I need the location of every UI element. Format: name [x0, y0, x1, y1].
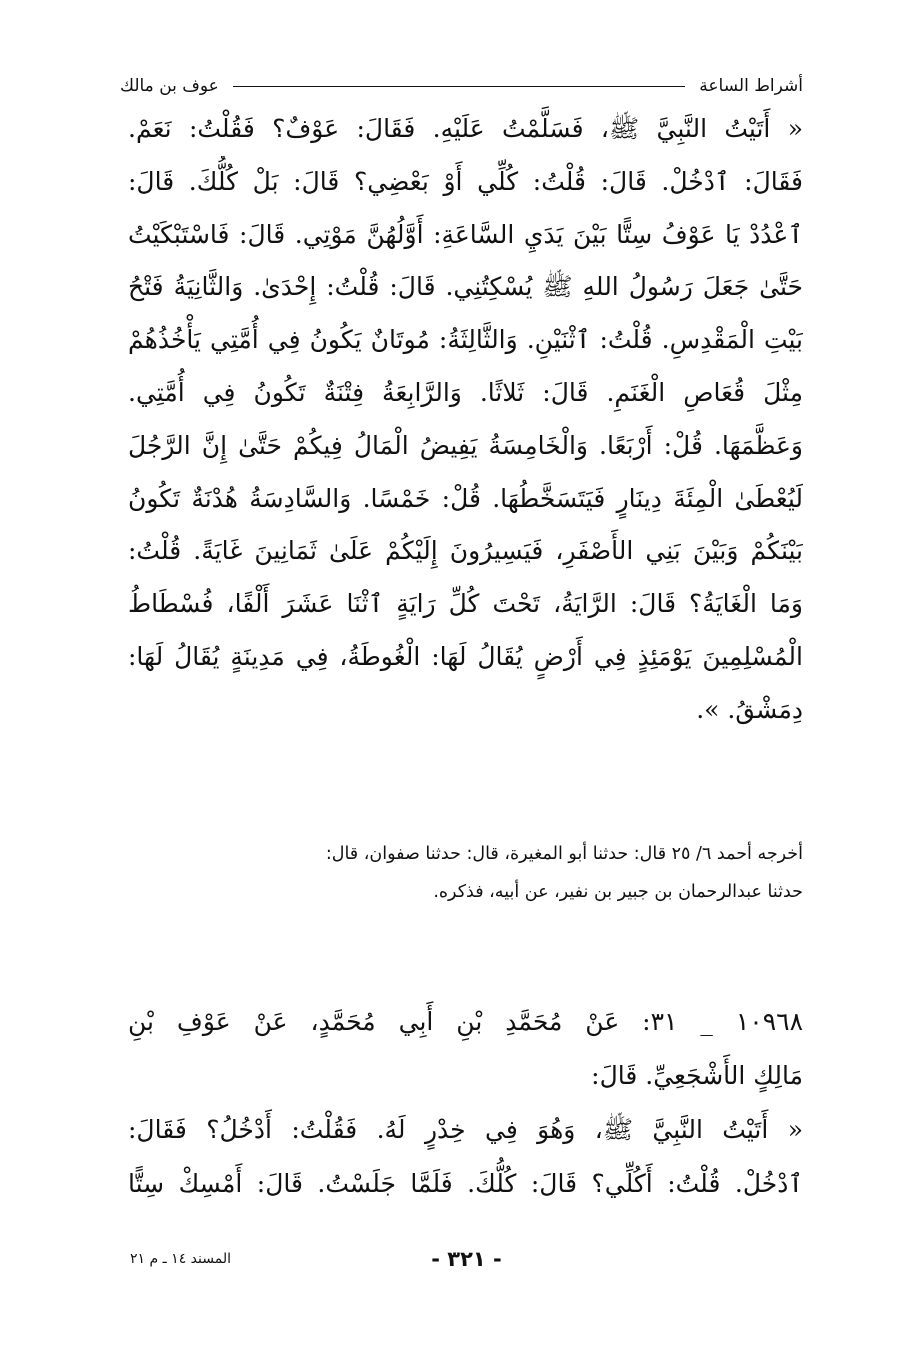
- text-line: مَالِكٍ الأَشْجَعِيِّ. قَالَ:: [591, 1061, 803, 1090]
- running-header: [120, 72, 803, 100]
- header-section-title: أشراط الساعة: [699, 76, 803, 96]
- text-line: وَعَظَّمَهَا. قُلْ: أَرْبَعًا. وَالْخَامِسَةُ يَفِيضُ الْمَالُ فِيكُمْ حَتَّىٰ إِنَّ الرَّجُلَ: [128, 430, 803, 460]
- footnote: [128, 835, 803, 911]
- hadith-number-line: ١٠٩٦٨ _ ٣١: عَنْ مُحَمَّدِ بْنِ أَبِي مُحَمَّدٍ، عَنْ عَوْفِ بْنِ: [128, 1007, 803, 1036]
- text-line: بَيْتِ الْمَقْدِسِ. قُلْتُ: ٱثْنَيْنِ. وَالثَّالِثَةُ: مُوتَانٌ يَكُونُ فِي أُمَّتِي يَأْخُذُهُمْ: [128, 325, 803, 355]
- text-line: الْمُسْلِمِينَ يَوْمَئِذٍ فِي أَرْضٍ يُقَالُ لَهَا: الْغُوطَةُ، فِي مَدِينَةٍ يُقَالُ لَهَا:: [128, 641, 803, 671]
- header-narrator-title: عوف بن مالك: [120, 76, 219, 96]
- footnote-line: أخرجه أحمد ٦/ ٢٥ قال: حدثنا أبو المغيرة، قال: حدثنا صفوان، قال:: [325, 844, 803, 864]
- header-rule: [233, 86, 685, 87]
- footnote-line: حدثنا عبدالرحمان بن جبير بن نفير، عن أبيه، فذكره.: [433, 882, 803, 902]
- text-line: مِثْلَ قُعَاصِ الْغَنَمِ. قَالَ: ثَلاثًا. وَالرَّابِعَةُ فِتْنَةٌ تَكُونُ فِي أُمَّتِي.: [128, 377, 803, 407]
- text-line: دِمَشْقُ. ».: [696, 694, 803, 724]
- text-line: فَقَالَ: ٱدْخُلْ. قَالَ: قُلْتُ: كُلِّي أَوْ بَعْضِي؟ قَالَ: بَلْ كُلُّكَ. قَالَ:: [128, 166, 803, 196]
- text-line: وَمَا الْغَايَةُ؟ قَالَ: الرَّايَةُ، تَحْتَ كُلِّ رَايَةٍ ٱثْنَا عَشَرَ أَلْفًا، فُسْطَاطُ: [128, 589, 803, 619]
- hadith-text-block-2: [128, 995, 803, 1211]
- page-footer: [130, 1244, 803, 1274]
- text-line: بَيْنَكُمْ وَبَيْنَ بَنِي الأَصْفَرِ، فَيَسِيرُونَ إِلَيْكُمْ عَلَىٰ ثَمَانِينَ غَايَةً. قُلْتُ:: [128, 536, 803, 566]
- text-line: « أَتَيْتُ النَّبِيَّ ﷺ، وَهُوَ فِي خِدْرٍ لَهُ. فَقُلْتُ: أَدْخُلُ؟ فَقَالَ:: [128, 1115, 803, 1144]
- text-line: حَتَّىٰ جَعَلَ رَسُولُ اللهِ ﷺ يُسْكِتُنِي. قَالَ: قُلْتُ: إِحْدَىٰ. وَالثَّانِيَةُ فَتْحُ: [128, 272, 803, 302]
- hadith-text-block: [128, 103, 803, 737]
- text-line: ٱدْخُلْ. قُلْتُ: أَكُلِّي؟ قَالَ: كُلُّكَ. فَلَمَّا جَلَسْتُ. قَالَ: أَمْسِكْ سِتًّا: [128, 1169, 803, 1198]
- text-line: ٱعْدُدْ يَا عَوْفُ سِتًّا بَيْنَ يَدَيِ السَّاعَةِ: أَوَّلُهُنَّ مَوْتِي. قَالَ: فَاسْتَبْكَيْتُ: [128, 219, 803, 249]
- page-number: - ٣٢١ -: [431, 1247, 502, 1271]
- text-line: « أَتَيْتُ النَّبِيَّ ﷺ، فَسَلَّمْتُ عَلَيْهِ. فَقَالَ: عَوْفٌ؟ فَقُلْتُ: نَعَمْ.: [128, 114, 803, 143]
- text-line: لَيُعْطَىٰ الْمِئَةَ دِينَارٍ فَيَتَسَخَّطُهَا. قُلْ: خَمْسًا. وَالسَّادِسَةُ هُدْنَةٌ تَكُونُ: [128, 483, 803, 513]
- printer-signature: المسند ١٤ ـ م ٢١: [130, 1251, 231, 1267]
